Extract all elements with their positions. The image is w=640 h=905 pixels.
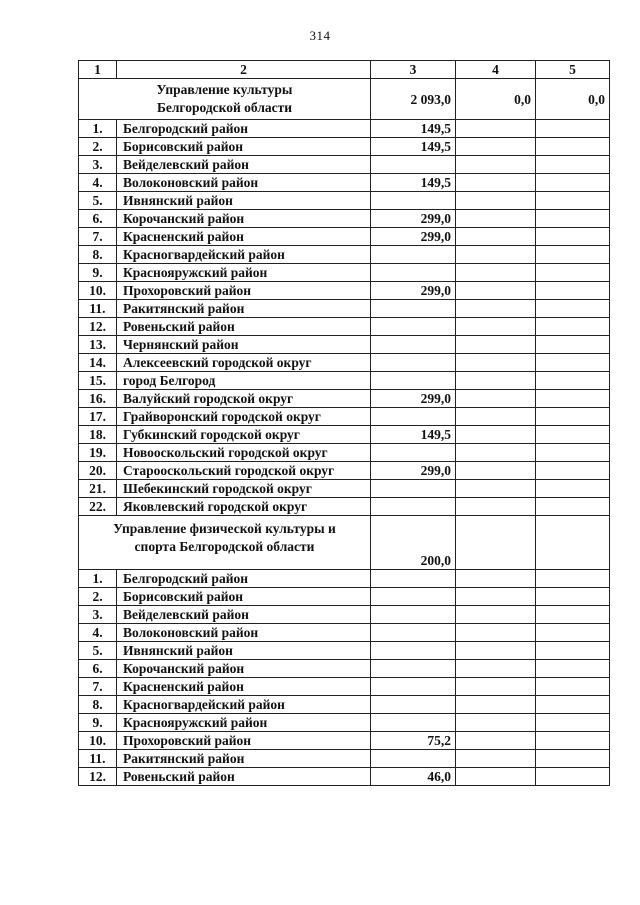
table-row	[79, 588, 610, 606]
row-value-col3	[371, 408, 456, 426]
row-value-col4	[456, 246, 536, 264]
row-value-col5	[536, 588, 610, 606]
row-value-col3	[371, 156, 456, 174]
row-number: 1.	[79, 570, 117, 588]
row-value-col5	[536, 336, 610, 354]
row-value-col3	[371, 318, 456, 336]
row-number: 12.	[79, 768, 117, 786]
row-district-name: Ивнянский район	[117, 192, 371, 210]
row-district-name: Вейделевский район	[117, 606, 371, 624]
row-number: 13.	[79, 336, 117, 354]
row-value-col4	[456, 426, 536, 444]
row-value-col4	[456, 120, 536, 138]
row-value-col5	[536, 174, 610, 192]
row-value-col3	[371, 480, 456, 498]
row-number: 11.	[79, 750, 117, 768]
row-value-col5	[536, 480, 610, 498]
row-value-col5	[536, 246, 610, 264]
row-value-col5	[536, 156, 610, 174]
row-number: 21.	[79, 480, 117, 498]
row-value-col4	[456, 768, 536, 786]
row-value-col4	[456, 336, 536, 354]
row-value-col5	[536, 750, 610, 768]
row-number: 14.	[79, 354, 117, 372]
row-value-col3	[371, 714, 456, 732]
table-row	[79, 408, 610, 426]
row-value-col3	[371, 336, 456, 354]
column-header-4: 4	[456, 61, 536, 79]
table-row	[79, 390, 610, 408]
row-value-col3	[371, 642, 456, 660]
row-value-col3	[371, 300, 456, 318]
row-number: 7.	[79, 678, 117, 696]
row-value-col4	[456, 372, 536, 390]
table-row	[79, 714, 610, 732]
row-value-col5	[536, 714, 610, 732]
row-value-col4	[456, 318, 536, 336]
row-number: 12.	[79, 318, 117, 336]
row-district-name: Белгородский район	[117, 570, 371, 588]
section-total-col4: 0,0	[456, 79, 536, 120]
row-number: 10.	[79, 282, 117, 300]
column-header-2: 2	[117, 61, 371, 79]
row-number: 6.	[79, 660, 117, 678]
row-value-col4	[456, 732, 536, 750]
table-row	[79, 426, 610, 444]
table-row	[79, 138, 610, 156]
section-total-col4	[456, 516, 536, 570]
row-value-col4	[456, 606, 536, 624]
row-number: 4.	[79, 174, 117, 192]
row-value-col5	[536, 228, 610, 246]
row-number: 17.	[79, 408, 117, 426]
row-number: 16.	[79, 390, 117, 408]
row-value-col4	[456, 408, 536, 426]
row-value-col5	[536, 570, 610, 588]
table-row	[79, 462, 610, 480]
table-row	[79, 282, 610, 300]
row-value-col5	[536, 642, 610, 660]
row-number: 2.	[79, 588, 117, 606]
row-value-col4	[456, 462, 536, 480]
row-value-col4	[456, 354, 536, 372]
row-number: 8.	[79, 246, 117, 264]
table-row	[79, 570, 610, 588]
row-value-col4	[456, 750, 536, 768]
row-number: 3.	[79, 606, 117, 624]
row-district-name: Валуйский городской округ	[117, 390, 371, 408]
row-district-name: Грайворонский городской округ	[117, 408, 371, 426]
section-total-col5	[536, 516, 610, 570]
row-value-col3	[371, 192, 456, 210]
header-row	[79, 61, 610, 79]
row-number: 22.	[79, 498, 117, 516]
row-value-col3: 149,5	[371, 174, 456, 192]
row-value-col5	[536, 210, 610, 228]
row-district-name: Ракитянский район	[117, 750, 371, 768]
table-row	[79, 624, 610, 642]
row-value-col3	[371, 606, 456, 624]
table-row	[79, 120, 610, 138]
table-row	[79, 606, 610, 624]
row-value-col4	[456, 282, 536, 300]
row-district-name: Чернянский район	[117, 336, 371, 354]
row-value-col4	[456, 624, 536, 642]
row-value-col3	[371, 372, 456, 390]
row-value-col3: 149,5	[371, 120, 456, 138]
row-number: 19.	[79, 444, 117, 462]
row-number: 20.	[79, 462, 117, 480]
table-row	[79, 264, 610, 282]
table-row	[79, 750, 610, 768]
row-value-col5	[536, 732, 610, 750]
row-value-col5	[536, 264, 610, 282]
page-number: 314	[309, 28, 331, 43]
row-value-col5	[536, 444, 610, 462]
row-value-col5	[536, 300, 610, 318]
row-value-col3	[371, 498, 456, 516]
table-row	[79, 300, 610, 318]
row-value-col4	[456, 300, 536, 318]
row-value-col3	[371, 588, 456, 606]
section-title-line-1: Управление культуры	[156, 82, 293, 97]
row-district-name: Новооскольский городской округ	[117, 444, 371, 462]
row-district-name: Красногвардейский район	[117, 246, 371, 264]
section-total-col3: 2 093,0	[371, 79, 456, 120]
row-district-name: Борисовский район	[117, 138, 371, 156]
table-row	[79, 354, 610, 372]
table-row	[79, 156, 610, 174]
section-header-row	[79, 516, 610, 570]
row-value-col4	[456, 480, 536, 498]
section-title-line-2: Белгородской области	[156, 100, 293, 115]
row-district-name: Краснояружский район	[117, 264, 371, 282]
row-number: 15.	[79, 372, 117, 390]
row-value-col4	[456, 174, 536, 192]
table-row	[79, 192, 610, 210]
row-value-col3: 299,0	[371, 390, 456, 408]
table-row	[79, 210, 610, 228]
table-row	[79, 696, 610, 714]
row-district-name: Волоконовский район	[117, 624, 371, 642]
row-value-col5	[536, 426, 610, 444]
table-row	[79, 768, 610, 786]
row-value-col3: 299,0	[371, 462, 456, 480]
row-value-col4	[456, 678, 536, 696]
row-number: 11.	[79, 300, 117, 318]
section-header-row	[79, 79, 610, 120]
row-value-col3: 299,0	[371, 282, 456, 300]
column-header-5: 5	[536, 61, 610, 79]
row-value-col3: 299,0	[371, 228, 456, 246]
table-body	[79, 61, 610, 786]
row-value-col5	[536, 138, 610, 156]
table-row	[79, 372, 610, 390]
row-value-col3: 75,2	[371, 732, 456, 750]
row-number: 18.	[79, 426, 117, 444]
row-number: 7.	[79, 228, 117, 246]
row-value-col4	[456, 156, 536, 174]
row-district-name: Волоконовский район	[117, 174, 371, 192]
row-value-col3: 46,0	[371, 768, 456, 786]
row-value-col5	[536, 390, 610, 408]
table-row	[79, 444, 610, 462]
row-value-col5	[536, 462, 610, 480]
row-value-col5	[536, 768, 610, 786]
row-value-col5	[536, 354, 610, 372]
row-district-name: Вейделевский район	[117, 156, 371, 174]
row-value-col3	[371, 264, 456, 282]
row-number: 1.	[79, 120, 117, 138]
row-district-name: Прохоровский район	[117, 732, 371, 750]
row-value-col3	[371, 750, 456, 768]
row-district-name: Губкинский городской округ	[117, 426, 371, 444]
table-row	[79, 498, 610, 516]
row-value-col3	[371, 660, 456, 678]
row-value-col4	[456, 192, 536, 210]
table-row	[79, 336, 610, 354]
row-district-name: Прохоровский район	[117, 282, 371, 300]
row-district-name: Корочанский район	[117, 660, 371, 678]
table-row	[79, 228, 610, 246]
row-number: 10.	[79, 732, 117, 750]
row-value-col4	[456, 444, 536, 462]
table-row	[79, 480, 610, 498]
row-value-col5	[536, 660, 610, 678]
row-value-col3: 149,5	[371, 426, 456, 444]
row-value-col4	[456, 660, 536, 678]
row-value-col3	[371, 624, 456, 642]
row-district-name: Борисовский район	[117, 588, 371, 606]
row-value-col4	[456, 714, 536, 732]
table-row	[79, 732, 610, 750]
section-title	[79, 516, 371, 570]
row-value-col4	[456, 138, 536, 156]
row-number: 5.	[79, 642, 117, 660]
row-value-col4	[456, 264, 536, 282]
row-district-name: Шебекинский городской округ	[117, 480, 371, 498]
table-row	[79, 678, 610, 696]
row-value-col5	[536, 624, 610, 642]
row-value-col5	[536, 282, 610, 300]
table-row	[79, 174, 610, 192]
section-total-col5: 0,0	[536, 79, 610, 120]
row-value-col4	[456, 696, 536, 714]
row-value-col3	[371, 696, 456, 714]
row-district-name: Ровеньский район	[117, 768, 371, 786]
row-district-name: Красненский район	[117, 228, 371, 246]
row-value-col4	[456, 570, 536, 588]
row-value-col5	[536, 606, 610, 624]
row-value-col5	[536, 372, 610, 390]
row-value-col3: 149,5	[371, 138, 456, 156]
section-total-col3: 200,0	[371, 516, 456, 570]
table-row	[79, 318, 610, 336]
row-value-col3	[371, 678, 456, 696]
row-number: 8.	[79, 696, 117, 714]
row-value-col3	[371, 246, 456, 264]
row-district-name: Красненский район	[117, 678, 371, 696]
row-value-col5	[536, 192, 610, 210]
row-number: 4.	[79, 624, 117, 642]
row-district-name: город Белгород	[117, 372, 371, 390]
table-row	[79, 642, 610, 660]
row-value-col5	[536, 696, 610, 714]
row-value-col3: 299,0	[371, 210, 456, 228]
column-header-1: 1	[79, 61, 117, 79]
row-value-col4	[456, 498, 536, 516]
row-value-col4	[456, 210, 536, 228]
row-number: 9.	[79, 264, 117, 282]
row-district-name: Алексеевский городской округ	[117, 354, 371, 372]
row-district-name: Старооскольский городской округ	[117, 462, 371, 480]
budget-table	[78, 60, 610, 786]
row-district-name: Ровеньский район	[117, 318, 371, 336]
row-number: 6.	[79, 210, 117, 228]
row-number: 3.	[79, 156, 117, 174]
row-value-col5	[536, 678, 610, 696]
row-district-name: Белгородский район	[117, 120, 371, 138]
row-value-col5	[536, 408, 610, 426]
row-district-name: Корочанский район	[117, 210, 371, 228]
row-value-col3	[371, 444, 456, 462]
row-district-name: Краснояружский район	[117, 714, 371, 732]
table-row	[79, 246, 610, 264]
row-district-name: Ракитянский район	[117, 300, 371, 318]
row-value-col5	[536, 318, 610, 336]
section-title-line-2: спорта Белгородской области	[134, 539, 315, 554]
row-value-col5	[536, 120, 610, 138]
row-value-col4	[456, 390, 536, 408]
section-title-line-1: Управление физической культуры и	[113, 521, 336, 536]
row-value-col4	[456, 228, 536, 246]
row-number: 5.	[79, 192, 117, 210]
section-title	[79, 79, 371, 120]
row-district-name: Красногвардейский район	[117, 696, 371, 714]
row-district-name: Ивнянский район	[117, 642, 371, 660]
table-row	[79, 660, 610, 678]
row-value-col5	[536, 498, 610, 516]
row-number: 2.	[79, 138, 117, 156]
row-value-col3	[371, 570, 456, 588]
row-value-col3	[371, 354, 456, 372]
column-header-3: 3	[371, 61, 456, 79]
row-value-col4	[456, 642, 536, 660]
row-value-col4	[456, 588, 536, 606]
row-district-name: Яковлевский городской округ	[117, 498, 371, 516]
row-number: 9.	[79, 714, 117, 732]
